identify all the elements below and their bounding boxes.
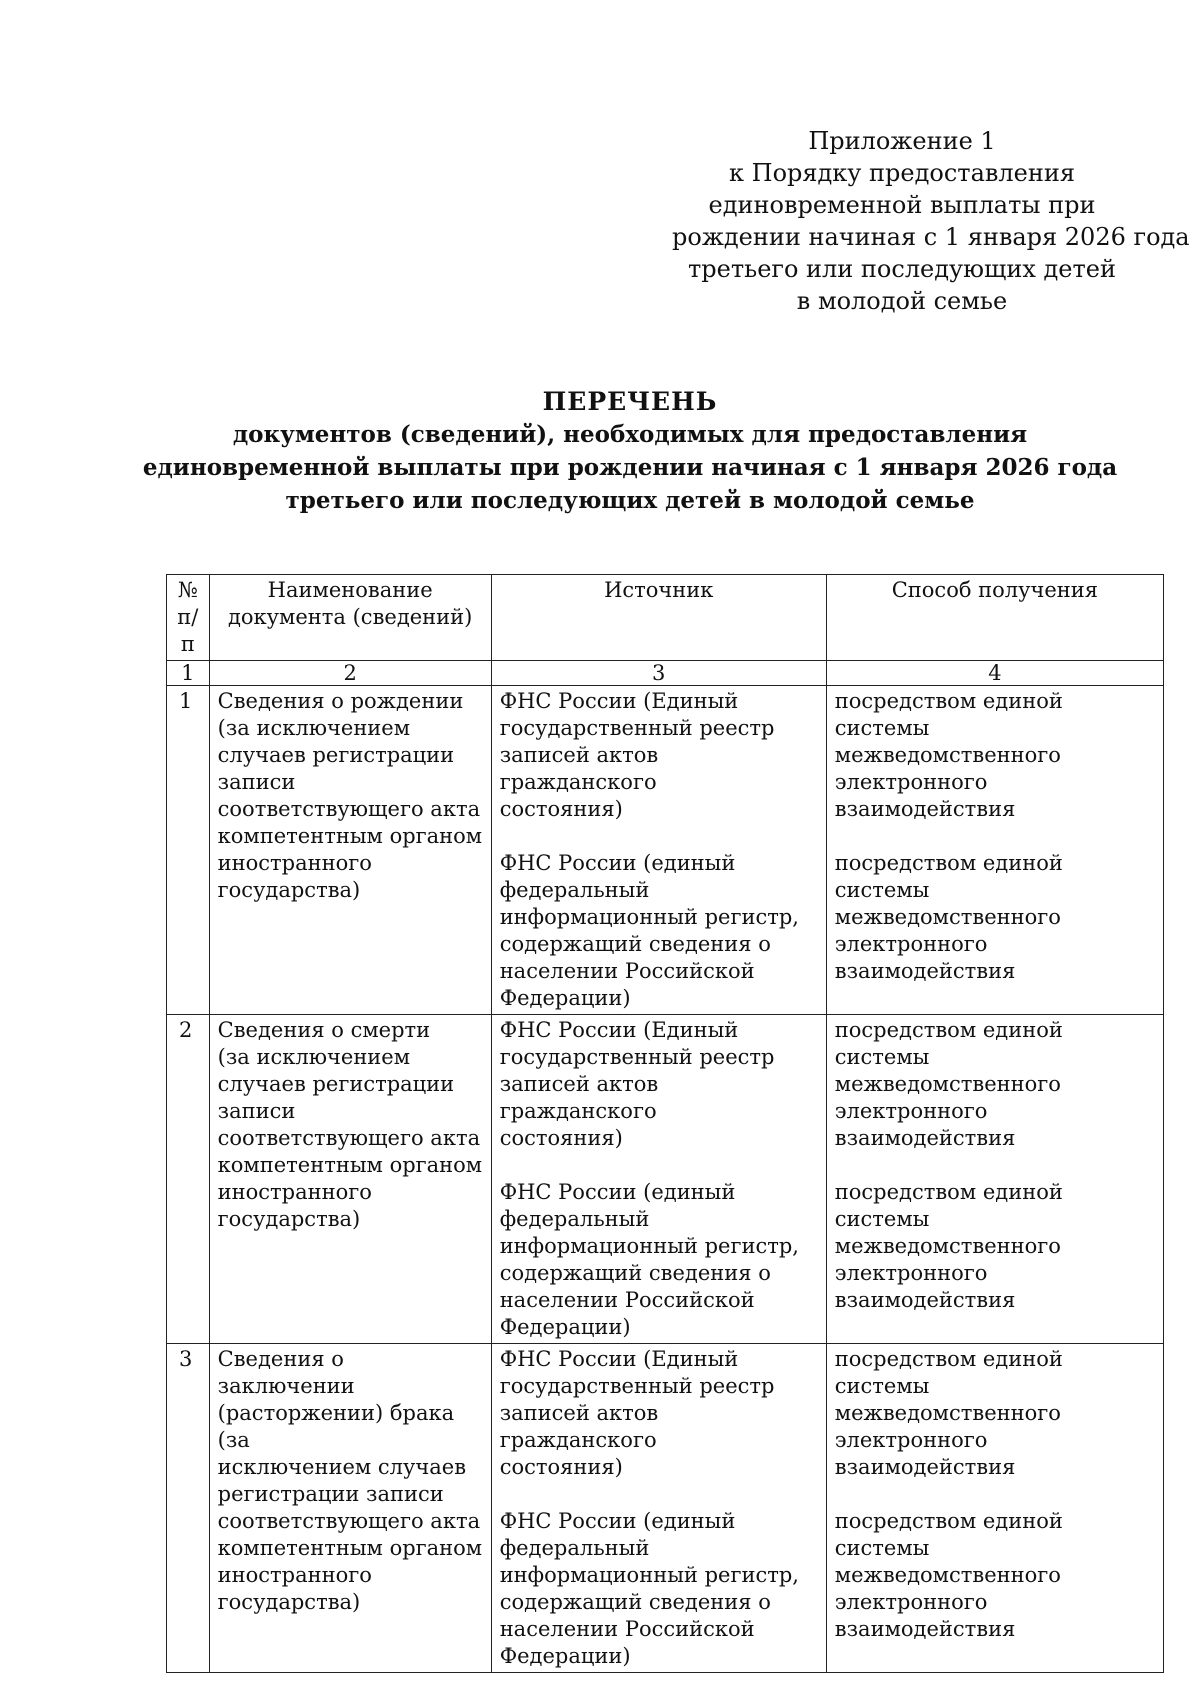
method-entry: посредством единой системы межведомственного электронного взаимодействия <box>834 1180 1063 1312</box>
source-entry: ФНС России (Единый государственный реестр записей актов гражданского состояния) <box>499 689 775 821</box>
column-number: 4 <box>826 661 1163 686</box>
title-subline: документов (сведений), необходимых для предоставления <box>232 421 1028 448</box>
title-subline: третьего или последующих детей в молодой семье <box>285 487 975 514</box>
source-entry: ФНС России (Единый государственный реестр записей актов гражданского состояния) <box>499 1347 775 1479</box>
source-entry: ФНС России (единый федеральный информационный регистр, содержащий сведения о населении Российской Федерации) <box>499 1180 799 1339</box>
source-cell <box>491 686 826 1015</box>
document-name-cell: Сведения о смерти (за исключением случаев регистрации записи соответствующего акта компетентным органом иностранного государства) <box>209 1015 491 1344</box>
title-main: ПЕРЕЧЕНЬ <box>542 387 718 416</box>
annex-line: к Порядку предоставления <box>729 159 1075 187</box>
table-row <box>167 1344 1164 1673</box>
row-number: 3 <box>167 1344 210 1673</box>
column-numbers-row <box>167 661 1164 686</box>
column-number: 3 <box>491 661 826 686</box>
header-number: № п/п <box>167 575 210 661</box>
annex-heading <box>672 125 1190 317</box>
table-header-row <box>167 575 1164 661</box>
annex-line: рождении начиная с 1 января 2026 года <box>672 223 1190 251</box>
method-cell <box>826 1015 1163 1344</box>
header-document-name: Наименование документа (сведений) <box>209 575 491 661</box>
header-method: Способ получения <box>826 575 1163 661</box>
document-name-cell: Сведения о заключении (расторжении) брака (за исключением случаев регистрации записи соответствующего акта компетентным органом иностранного государства) <box>209 1344 491 1673</box>
method-entry: посредством единой системы межведомственного электронного взаимодействия <box>834 851 1063 983</box>
row-number: 1 <box>167 686 210 1015</box>
method-entry: посредством единой системы межведомственного электронного взаимодействия <box>834 1018 1063 1150</box>
source-entry: ФНС России (Единый государственный реестр записей актов гражданского состояния) <box>499 1018 775 1150</box>
column-number: 1 <box>167 661 210 686</box>
column-number: 2 <box>209 661 491 686</box>
method-entry: посредством единой системы межведомственного электронного взаимодействия <box>834 1509 1063 1641</box>
annex-line: в молодой семье <box>796 287 1008 315</box>
documents-table <box>166 574 1164 1673</box>
table-row <box>167 1015 1164 1344</box>
method-cell <box>826 686 1163 1015</box>
document-name-cell: Сведения о рождении (за исключением случаев регистрации записи соответствующего акта компетентным органом иностранного государства) <box>209 686 491 1015</box>
source-cell <box>491 1344 826 1673</box>
source-entry: ФНС России (единый федеральный информационный регистр, содержащий сведения о населении Российской Федерации) <box>499 1509 799 1668</box>
source-entry: ФНС России (единый федеральный информационный регистр, содержащий сведения о населении Российской Федерации) <box>499 851 799 1010</box>
source-cell <box>491 1015 826 1344</box>
method-entry: посредством единой системы межведомственного электронного взаимодействия <box>834 1347 1063 1479</box>
header-source: Источник <box>491 575 826 661</box>
document-title <box>130 385 1130 517</box>
annex-line: Приложение 1 <box>808 127 996 155</box>
method-cell <box>826 1344 1163 1673</box>
title-subline: единовременной выплаты при рождении начиная с 1 января 2026 года <box>142 454 1118 481</box>
table-row <box>167 686 1164 1015</box>
annex-line: единовременной выплаты при <box>708 191 1096 219</box>
method-entry: посредством единой системы межведомственного электронного взаимодействия <box>834 689 1063 821</box>
row-number: 2 <box>167 1015 210 1344</box>
annex-line: третьего или последующих детей <box>688 255 1116 283</box>
